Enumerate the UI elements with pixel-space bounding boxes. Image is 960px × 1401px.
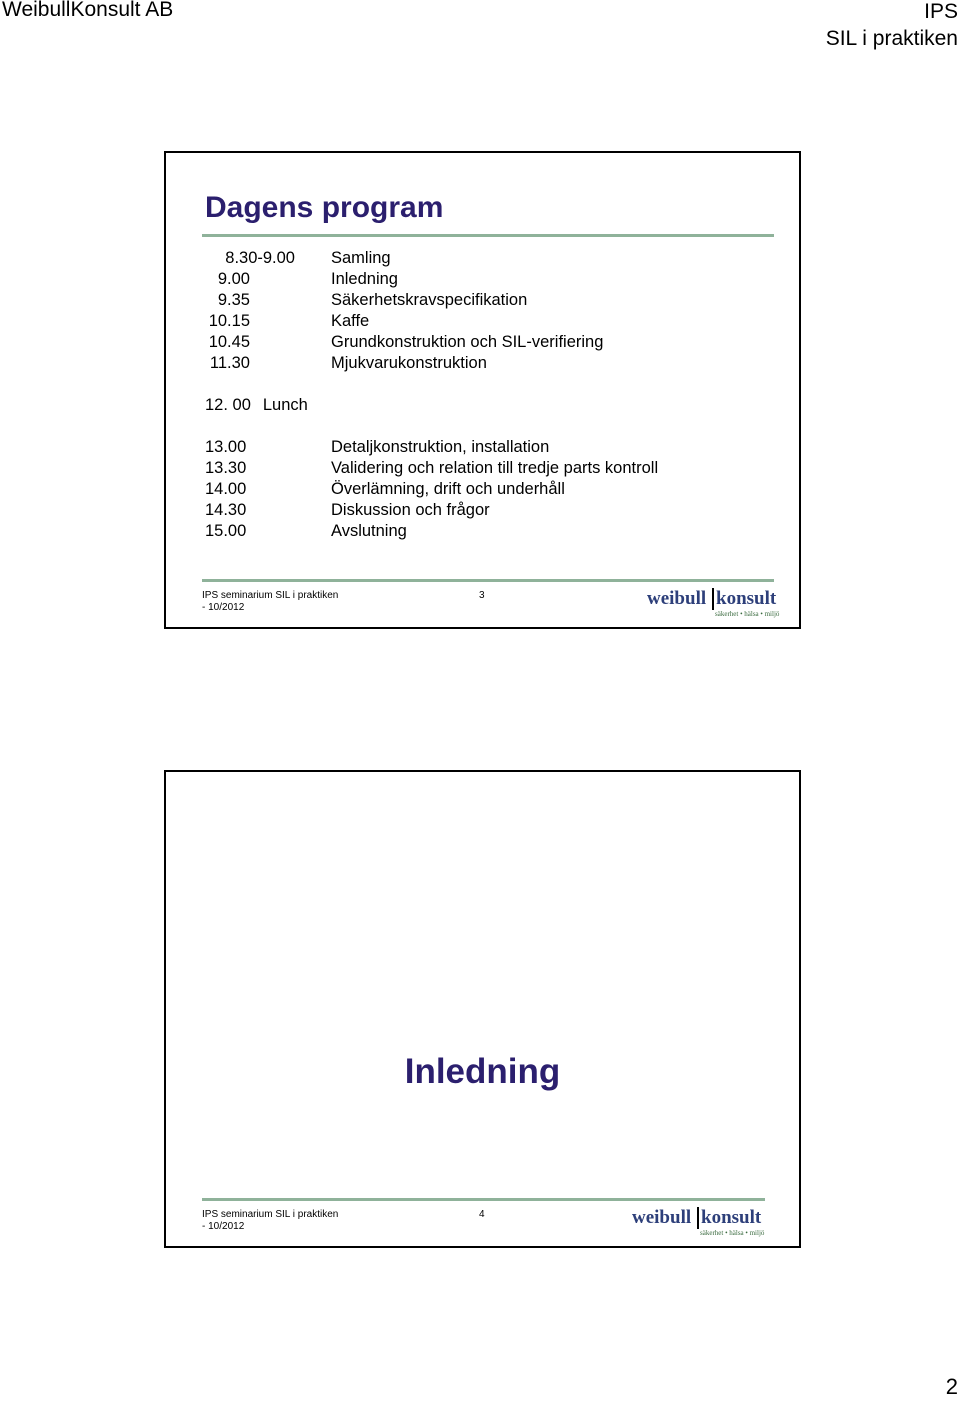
- agenda-activity: Mjukvarukonstruktion: [331, 354, 487, 372]
- agenda-time: 9.35: [217, 291, 250, 309]
- header-left: WeibullKonsult AB: [2, 0, 174, 21]
- logo-tagline: säkerhet • hälsa • miljö: [715, 610, 780, 618]
- slide-3: [164, 151, 801, 629]
- logo-word2: konsult: [716, 588, 777, 609]
- agenda-activity: Samling: [331, 249, 391, 267]
- logo-divider: [697, 1207, 699, 1229]
- lunch-row: [205, 396, 308, 415]
- title-rule: [202, 234, 774, 237]
- logo-word1: weibull: [632, 1207, 692, 1228]
- agenda-time: 15.00: [205, 522, 247, 540]
- logo-word1: weibull: [647, 588, 707, 609]
- agenda-activity: Inledning: [331, 270, 398, 288]
- agenda-activity: Detaljkonstruktion, installation: [331, 438, 550, 456]
- agenda-activity: Säkerhetskravspecifikation: [331, 291, 528, 309]
- agenda-time: 13.00: [205, 438, 247, 456]
- agenda-activity: Diskussion och frågor: [331, 501, 490, 519]
- agenda-activity: Grundkonstruktion och SIL-verifiering: [331, 333, 604, 351]
- agenda-time: 13.30: [205, 459, 247, 477]
- weibull-konsult-logo: [632, 1205, 765, 1245]
- agenda-activity: Avslutning: [331, 522, 407, 540]
- header-right: [826, 0, 958, 52]
- lunch-time: 12. 00: [205, 396, 251, 414]
- agenda-time: 10.45: [208, 333, 250, 351]
- logo-divider: [712, 588, 714, 610]
- footer-text: IPS seminarium SIL i praktiken - 10/2012: [202, 1209, 339, 1232]
- agenda-time: 11.30: [209, 354, 250, 372]
- slide-title: Dagens program: [205, 191, 444, 224]
- agenda-activity: Kaffe: [331, 312, 370, 330]
- logo-tagline: säkerhet • hälsa • miljö: [700, 1229, 765, 1237]
- agenda-time: 14.00: [205, 480, 247, 498]
- slide-4: [164, 770, 801, 1248]
- footer-rule: [202, 579, 774, 582]
- header-right-line2: SIL i praktiken: [825, 27, 958, 50]
- logo-word2: konsult: [701, 1207, 762, 1228]
- section-title: Inledning: [404, 1052, 561, 1091]
- page-number: 4: [479, 1209, 485, 1220]
- agenda-activity: Överlämning, drift och underhåll: [331, 480, 565, 498]
- agenda-activity: Validering och relation till tredje parts kontroll: [331, 459, 659, 477]
- page-number: 3: [479, 590, 485, 601]
- agenda-time: 10.15: [208, 312, 250, 330]
- agenda-time: 9.00: [217, 270, 250, 288]
- weibull-konsult-logo: [647, 586, 780, 626]
- footer-rule: [202, 1198, 765, 1201]
- agenda-time: 8.30-9.00: [225, 249, 295, 267]
- sheet-number: 2: [945, 1374, 958, 1399]
- agenda-time: 14.30: [205, 501, 247, 519]
- lunch-label: Lunch: [262, 396, 308, 414]
- footer-text: IPS seminarium SIL i praktiken - 10/2012: [202, 590, 339, 613]
- header-right-line1: IPS: [924, 0, 958, 23]
